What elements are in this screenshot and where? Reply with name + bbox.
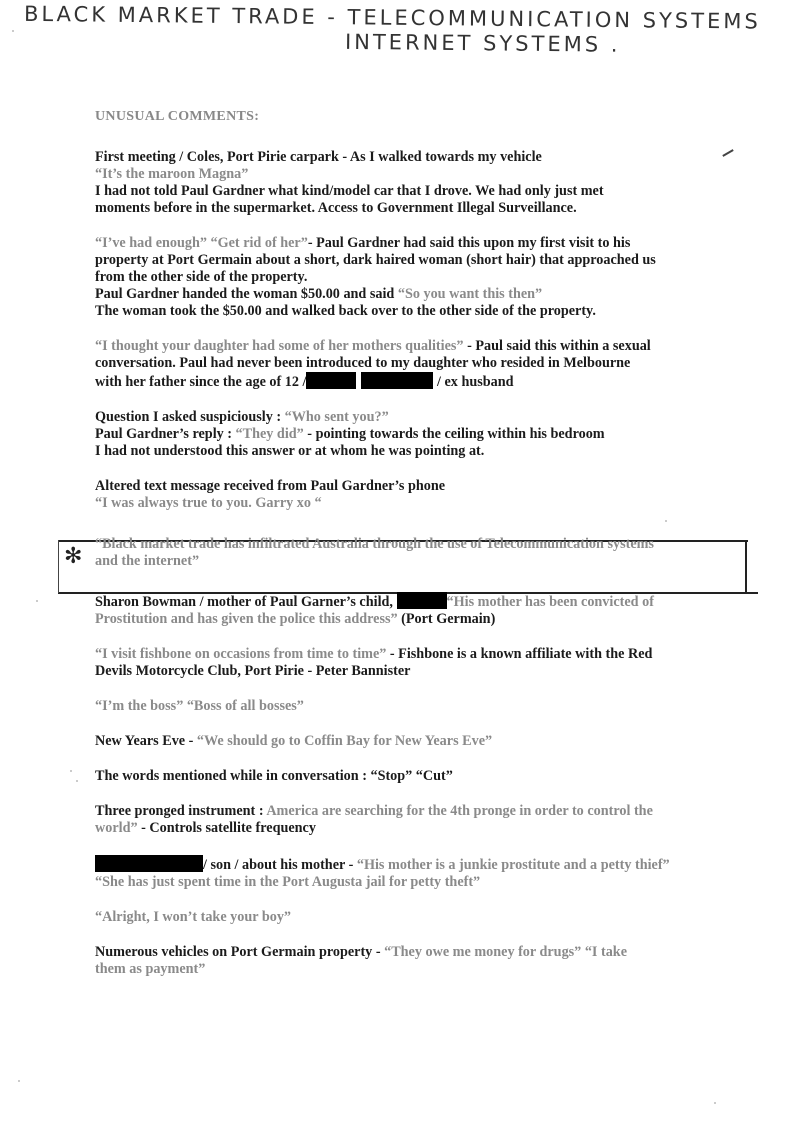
- entry-quote: “I’ve had enough” “Get rid of her”: [95, 235, 308, 251]
- asterisk-star-icon: ✻: [64, 544, 83, 569]
- entry-text: New Years Eve -: [95, 733, 197, 749]
- entry-text: - Fishbone is a known affiliate with the Red: [386, 646, 653, 662]
- entry-sharon-bowman: [95, 592, 735, 628]
- entry-text: conversation. Paul had never been introduced to my daughter who resided in Melbourne: [95, 355, 631, 371]
- entry-text: I had not told Paul Gardner what kind/model car that I drove. We had only just met: [95, 183, 604, 199]
- entry-text: Sharon Bowman / mother of Paul Garner’s child,: [95, 594, 397, 610]
- entry-quote: and the internet”: [95, 553, 200, 569]
- entry-quote: “Alright, I won’t take your boy”: [95, 909, 292, 925]
- entry-words-mentioned: [95, 768, 735, 785]
- entry-quote: “They did”: [235, 426, 304, 442]
- entry-quote: “I was always true to you. Garry xo “: [95, 495, 322, 511]
- entry-text: I had not understood this answer or at whom he was pointing at.: [95, 443, 485, 459]
- entry-quote: them as payment”: [95, 961, 206, 977]
- box-border-left: [58, 540, 59, 593]
- entry-daughter: [95, 338, 735, 391]
- scan-speck: [665, 520, 667, 522]
- entry-quote: “His mother has been convicted of: [446, 594, 654, 610]
- entry-text: Altered text message received from Paul Gardner’s phone: [95, 478, 446, 494]
- entry-three-pronged: [95, 803, 735, 837]
- redaction-block: [95, 855, 203, 872]
- redaction-block: [306, 372, 356, 389]
- entry-text: - Paul said this within a sexual: [463, 338, 651, 354]
- entry-text: (Port Germain): [397, 611, 496, 627]
- box-border-right: [745, 540, 747, 593]
- entry-had-enough: [95, 235, 735, 320]
- entry-quote: “We should go to Coffin Bay for New Years Eve”: [196, 733, 493, 749]
- scan-speck: [76, 780, 78, 782]
- entry-text: Paul Gardner handed the woman $50.00 and said: [95, 286, 398, 302]
- entry-quote: “She has just spent time in the Port Augusta jail for petty theft”: [95, 874, 481, 890]
- entry-fishbone: [95, 646, 735, 680]
- entry-text: property at Port Germain about a short, dark haired woman (short hair) that approached us: [95, 252, 656, 268]
- scan-speck: [70, 770, 72, 772]
- entry-text: Numerous vehicles on Port Germain property -: [95, 944, 385, 960]
- entry-quote: “I thought your daughter had some of her mothers qualities”: [95, 338, 464, 354]
- entry-quote: “It’s the maroon Magna”: [95, 166, 249, 182]
- scan-speck: [12, 30, 14, 32]
- redaction-block: [361, 372, 433, 389]
- entry-black-market: [95, 536, 735, 570]
- entry-text: - pointing towards the ceiling within his bedroom: [303, 426, 605, 442]
- entry-alright: [95, 909, 735, 926]
- entry-son-about-mother: [95, 855, 735, 891]
- entry-new-years-eve: [95, 733, 735, 750]
- entry-quote: “So you want this then”: [397, 286, 543, 302]
- entry-text: from the other side of the property.: [95, 269, 308, 285]
- entry-text: with her father since the age of 12 /: [95, 374, 307, 390]
- entry-text: Three pronged instrument :: [95, 803, 267, 819]
- entry-quote: world”: [95, 820, 138, 836]
- entry-quote: “Who sent you?”: [284, 409, 389, 425]
- entry-text: - Paul Gardner had said this upon my first visit to his: [307, 235, 631, 251]
- scan-speck: [36, 600, 38, 602]
- handwritten-title-line2: INTERNET SYSTEMS .: [344, 29, 621, 57]
- entry-text: moments before in the supermarket. Access to Government Illegal Surveillance.: [95, 200, 577, 216]
- entry-text: / ex husband: [433, 374, 514, 390]
- entry-quote: America are searching for the 4th pronge in order to control the: [266, 803, 653, 819]
- entry-text: - Controls satellite frequency: [137, 820, 316, 836]
- entry-numerous-vehicles: [95, 944, 735, 978]
- entry-text: The words mentioned while in conversation : “Stop” “Cut”: [95, 768, 453, 784]
- entry-text: The woman took the $50.00 and walked back over to the other side of the property.: [95, 303, 596, 319]
- section-heading: UNUSUAL COMMENTS:: [95, 109, 260, 124]
- entry-quote: “They owe me money for drugs” “I take: [384, 944, 627, 960]
- entry-quote: “Black market trade has infiltrated Australia through the use of Telecommunication systems: [95, 536, 654, 552]
- entry-text-message: [95, 478, 735, 512]
- scan-speck: [714, 1102, 716, 1104]
- scan-speck: [18, 1080, 20, 1082]
- entry-quote: Prostitution and has given the police this address”: [95, 611, 398, 627]
- entry-quote: “His mother is a junkie prostitute and a petty thief”: [356, 857, 670, 873]
- document-body: [95, 108, 735, 996]
- entry-text: / son / about his mother -: [203, 857, 357, 873]
- entry-text: First meeting / Coles, Port Pirie carpark - As I walked towards my vehicle: [95, 149, 542, 165]
- entry-first-meeting: [95, 149, 735, 217]
- entry-text: Question I asked suspiciously :: [95, 409, 285, 425]
- entry-text: Devils Motorcycle Club, Port Pirie - Peter Bannister: [95, 663, 411, 679]
- handwritten-title-line1: BLACK MARKET TRADE - TELECOMMUNICATION SYSTEMS: [23, 1, 761, 34]
- entry-boss: [95, 698, 735, 715]
- entry-quote: “I’m the boss” “Boss of all bosses”: [95, 698, 304, 714]
- redaction-block: [397, 592, 447, 609]
- entry-who-sent-you: [95, 409, 735, 460]
- entry-quote: “I visit fishbone on occasions from time to time”: [95, 646, 387, 662]
- entry-text: Paul Gardner’s reply :: [95, 426, 236, 442]
